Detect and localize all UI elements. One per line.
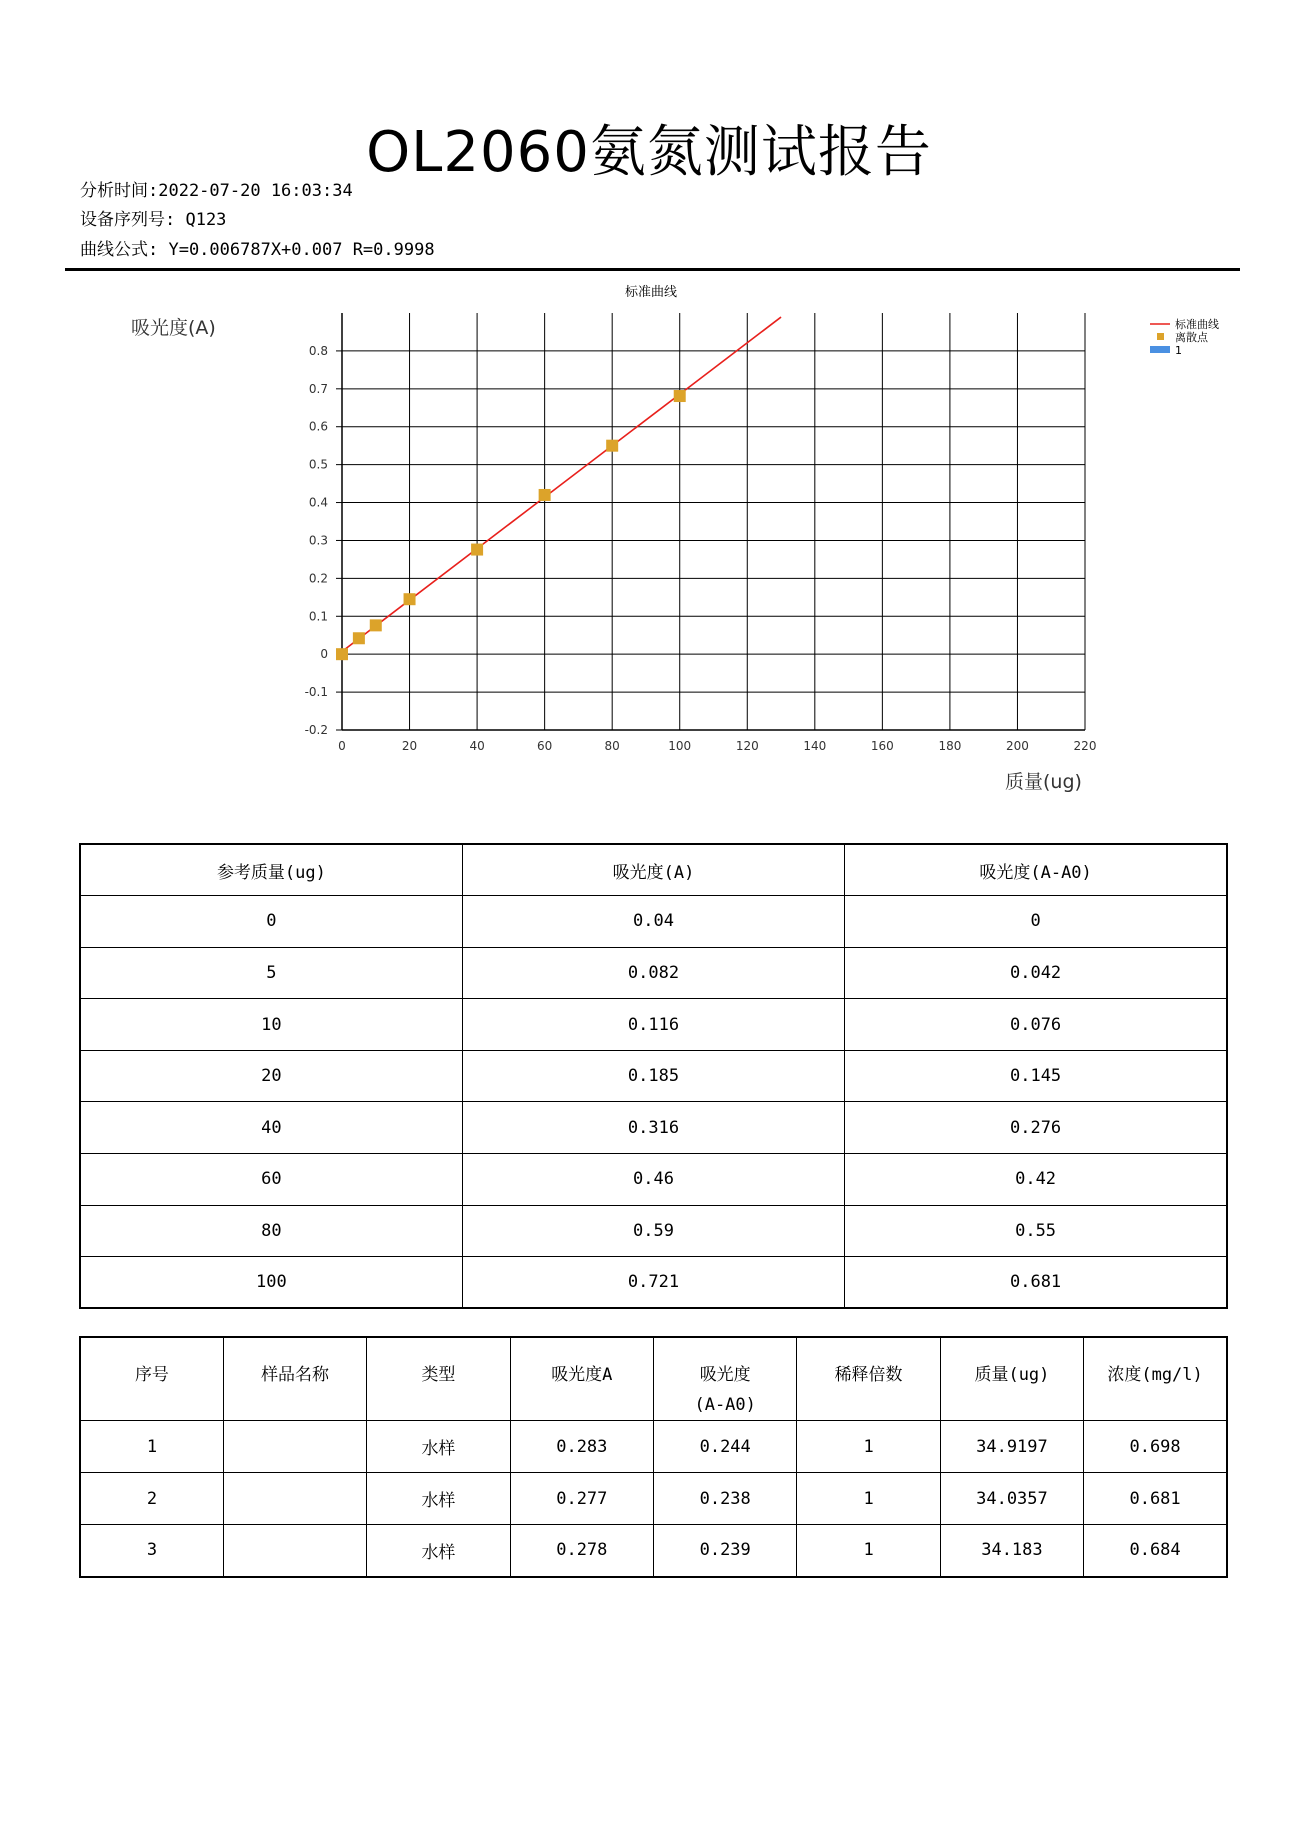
ref-cell-absorbance-corrected: 0.042 bbox=[845, 947, 1227, 999]
scatter-point bbox=[404, 593, 416, 605]
x-tick-label: 0 bbox=[338, 739, 346, 753]
sample-cell-index: 1 bbox=[80, 1421, 223, 1473]
scatter-point bbox=[606, 440, 618, 452]
report-title: OL2060氨氮测试报告 bbox=[366, 120, 932, 185]
sample-cell-mass: 34.9197 bbox=[940, 1421, 1083, 1473]
ref-cell-absorbance: 0.185 bbox=[462, 1050, 844, 1102]
ref-cell-absorbance: 0.721 bbox=[462, 1257, 844, 1309]
x-tick-label: 160 bbox=[870, 739, 894, 753]
scatter-point bbox=[336, 648, 348, 660]
ref-cell-absorbance: 0.04 bbox=[462, 896, 844, 948]
scatter-point bbox=[674, 390, 686, 402]
legend-label-series-1: 1 bbox=[1175, 344, 1182, 357]
sample-cell-index: 2 bbox=[80, 1473, 223, 1525]
x-tick-label: 220 bbox=[1073, 739, 1097, 753]
chart-grid bbox=[342, 313, 1085, 730]
x-tick-label: 180 bbox=[938, 739, 962, 753]
ref-cell-mass: 20 bbox=[80, 1050, 462, 1102]
legend-point-swatch bbox=[1157, 333, 1164, 340]
sample-cell-concentration: 0.681 bbox=[1084, 1473, 1227, 1525]
x-tick-label: 140 bbox=[803, 739, 827, 753]
y-tick-label: 0.3 bbox=[308, 533, 328, 548]
chart-series bbox=[336, 317, 781, 660]
chart-x-axis-label: 质量(ug) bbox=[1005, 771, 1082, 793]
legend-label-scatter: 离散点 bbox=[1175, 331, 1208, 344]
scatter-point bbox=[353, 632, 365, 644]
y-tick-label: 0.4 bbox=[308, 495, 328, 510]
chart-y-axis-label: 吸光度(A) bbox=[131, 317, 216, 339]
legend-bar-swatch bbox=[1150, 346, 1170, 353]
header-divider bbox=[65, 268, 1240, 271]
sample-header-type: 类型 bbox=[367, 1337, 510, 1421]
ref-header-mass: 参考质量(ug) bbox=[80, 844, 462, 896]
x-tick-label: 80 bbox=[604, 739, 620, 753]
sample-cell-absorbance-corrected: 0.239 bbox=[654, 1525, 797, 1577]
sample-header-concentration: 浓度(mg/l) bbox=[1084, 1337, 1227, 1421]
x-tick-label: 60 bbox=[536, 739, 553, 753]
y-tick-label: 0.2 bbox=[308, 571, 328, 586]
sample-cell-name bbox=[223, 1421, 366, 1473]
sample-cell-absorbance: 0.283 bbox=[510, 1421, 653, 1473]
x-tick-label: 120 bbox=[735, 739, 759, 753]
sample-cell-absorbance: 0.278 bbox=[510, 1525, 653, 1577]
sample-cell-name bbox=[223, 1473, 366, 1525]
ref-cell-mass: 0 bbox=[80, 896, 462, 948]
x-tick-label: 200 bbox=[1006, 739, 1029, 753]
ref-cell-absorbance-corrected: 0.145 bbox=[845, 1050, 1227, 1102]
sample-cell-concentration: 0.698 bbox=[1084, 1421, 1227, 1473]
sample-cell-concentration: 0.684 bbox=[1084, 1525, 1227, 1577]
sample-cell-mass: 34.183 bbox=[940, 1525, 1083, 1577]
x-tick-label: 100 bbox=[668, 739, 692, 753]
ref-cell-absorbance-corrected: 0.076 bbox=[845, 999, 1227, 1051]
chart-axes bbox=[336, 313, 1085, 730]
legend-label-standard-curve: 标准曲线 bbox=[1175, 318, 1219, 331]
sample-cell-absorbance: 0.277 bbox=[510, 1473, 653, 1525]
ref-cell-mass: 100 bbox=[80, 1257, 462, 1309]
sample-cell-type: 水样 bbox=[367, 1421, 510, 1473]
sample-cell-dilution: 1 bbox=[797, 1525, 940, 1577]
sample-cell-name bbox=[223, 1525, 366, 1577]
y-tick-label: 0.5 bbox=[308, 457, 328, 472]
sample-cell-mass: 34.0357 bbox=[940, 1473, 1083, 1525]
reference-table-row bbox=[80, 1257, 1227, 1309]
sample-header-absorbance: 吸光度A bbox=[510, 1337, 653, 1421]
ref-cell-absorbance-corrected: 0.681 bbox=[845, 1257, 1227, 1309]
sample-header-dilution: 稀释倍数 bbox=[797, 1337, 940, 1421]
reference-table-row bbox=[80, 1205, 1227, 1257]
scatter-point bbox=[370, 619, 382, 631]
y-tick-label: 0 bbox=[320, 647, 328, 662]
reference-table-header-row bbox=[80, 844, 1227, 896]
sample-table bbox=[79, 1336, 1228, 1578]
sample-table-row bbox=[80, 1473, 1227, 1525]
y-tick-label: 0.6 bbox=[308, 419, 328, 434]
sample-cell-type: 水样 bbox=[367, 1525, 510, 1577]
ref-cell-absorbance: 0.116 bbox=[462, 999, 844, 1051]
ref-header-absorbance: 吸光度(A) bbox=[462, 844, 844, 896]
sample-header-name: 样品名称 bbox=[223, 1337, 366, 1421]
device-serial: 设备序列号: Q123 bbox=[80, 210, 227, 230]
y-tick-label: 0.1 bbox=[308, 609, 328, 624]
y-tick-label: -0.1 bbox=[304, 685, 328, 700]
standard-curve-chart bbox=[0, 280, 1298, 820]
reference-table-row bbox=[80, 896, 1227, 948]
reference-table-row bbox=[80, 999, 1227, 1051]
sample-table-row bbox=[80, 1525, 1227, 1577]
ref-cell-mass: 40 bbox=[80, 1102, 462, 1154]
ref-cell-absorbance-corrected: 0.42 bbox=[845, 1154, 1227, 1206]
ref-cell-absorbance-corrected: 0.55 bbox=[845, 1205, 1227, 1257]
ref-cell-mass: 10 bbox=[80, 999, 462, 1051]
sample-header-index: 序号 bbox=[80, 1337, 223, 1421]
ref-cell-mass: 60 bbox=[80, 1154, 462, 1206]
sample-cell-absorbance-corrected: 0.244 bbox=[654, 1421, 797, 1473]
sample-header-mass: 质量(ug) bbox=[940, 1337, 1083, 1421]
y-tick-label: -0.2 bbox=[304, 723, 328, 737]
scatter-point bbox=[471, 544, 483, 556]
ref-cell-absorbance-corrected: 0 bbox=[845, 896, 1227, 948]
chart-title: 标准曲线 bbox=[624, 285, 678, 300]
reference-table-row bbox=[80, 1050, 1227, 1102]
ref-cell-absorbance-corrected: 0.276 bbox=[845, 1102, 1227, 1154]
reference-table-row bbox=[80, 947, 1227, 999]
ref-header-absorbance-corrected: 吸光度(A-A0) bbox=[845, 844, 1227, 896]
sample-cell-index: 3 bbox=[80, 1525, 223, 1577]
sample-cell-type: 水样 bbox=[367, 1473, 510, 1525]
reference-table-row bbox=[80, 1154, 1227, 1206]
sample-table-row bbox=[80, 1421, 1227, 1473]
sample-cell-dilution: 1 bbox=[797, 1473, 940, 1525]
ref-cell-absorbance: 0.316 bbox=[462, 1102, 844, 1154]
scatter-point bbox=[539, 489, 551, 501]
y-tick-label: 0.8 bbox=[308, 343, 328, 358]
sample-cell-dilution: 1 bbox=[797, 1421, 940, 1473]
x-tick-label: 20 bbox=[401, 739, 418, 753]
ref-cell-mass: 5 bbox=[80, 947, 462, 999]
ref-cell-mass: 80 bbox=[80, 1205, 462, 1257]
curve-formula: 曲线公式: Y=0.006787X+0.007 R=0.9998 bbox=[80, 240, 435, 260]
analysis-time: 分析时间:2022-07-20 16:03:34 bbox=[80, 181, 353, 201]
reference-table bbox=[79, 843, 1228, 1309]
sample-cell-absorbance-corrected: 0.238 bbox=[654, 1473, 797, 1525]
sample-header-absorbance-corrected: 吸光度 (A-A0) bbox=[654, 1337, 797, 1421]
chart-legend bbox=[1150, 317, 1219, 357]
x-tick-label: 40 bbox=[469, 739, 485, 753]
ref-cell-absorbance: 0.46 bbox=[462, 1154, 844, 1206]
ref-cell-absorbance: 0.59 bbox=[462, 1205, 844, 1257]
ref-cell-absorbance: 0.082 bbox=[462, 947, 844, 999]
reference-table-row bbox=[80, 1102, 1227, 1154]
sample-table-header-row bbox=[80, 1337, 1227, 1421]
y-tick-label: 0.7 bbox=[308, 381, 328, 396]
